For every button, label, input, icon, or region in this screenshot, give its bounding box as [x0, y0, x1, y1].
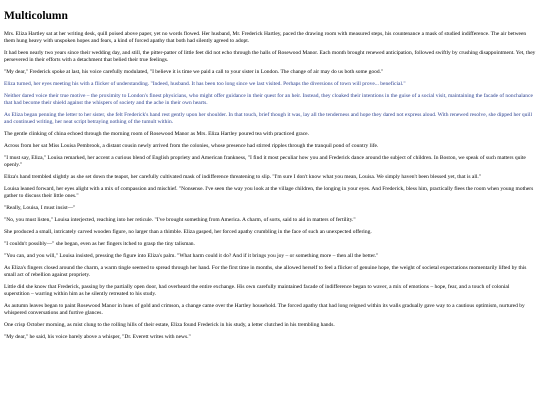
paragraph: Mrs. Eliza Hartley sat at her writing desk, quill poised above paper, yet no words flowed. Her husband, Mr. Frederick Hartley, paced the drawing room with measured steps, his countenance a mask of studied indifference. The air between them hung heavy with unspoken hopes and fears, a kind of forced apathy that both had silently agreed to adopt. [4, 31, 527, 44]
paragraph: The gentle clinking of china echoed through the morning room of Rosewood Manor as Mrs. Eliza Hartley poured tea with practiced grace. [4, 131, 310, 137]
document-body [4, 31, 536, 341]
paragraph: As Eliza began penning the letter to her sister, she felt Frederick's hand rest gently upon her shoulder. In that touch, brief though it was, lay all the tenderness and hope they dared not express aloud. With renewed resolve, she dipped her quill and continued writing, her neat script betraying nothing of the tumult within. [4, 112, 532, 125]
paragraph: She produced a small, intricately carved wooden figure, no larger than a thimble. Eliza gasped, her forced apathy crumbling in the face of such an unexpected offering. [4, 229, 372, 235]
paragraph: As Eliza's fingers closed around the charm, a warm tingle seemed to spread through her hand. For the first time in months, she allowed herself to feel a flicker of genuine hope, the weight of societal expectations momentarily lifted by this small act of rebellion against propriety. [4, 265, 527, 278]
paragraph: Little did she know that Frederick, passing by the partially open door, had overheard the entire exchange. His own carefully maintained facade of indifference began to waver, a mix of emotions – hope, fear, and a touch of colonial superstition – warring within him as he silently retreated to his study. [4, 284, 510, 297]
paragraph: "You can, and you will," Louisa insisted, pressing the figure into Eliza's palm. "What harm could it do? And if it brings you joy – or something more – then all the better." [4, 253, 379, 259]
paragraph: "I must say, Eliza," Louisa remarked, her accent a curious blend of English propriety and American frankness, "I find it most peculiar how you and Frederick dance around the subject of children. In Boston, we speak of such matters quite openly." [4, 155, 526, 168]
paragraph: It had been nearly two years since their wedding day, and still, the pitter-patter of little feet did not echo through the halls of Rosewood Manor. Each month brought renewed anticipation, followed swiftly by crushing disappointment. Yet, they persevered in their efforts with a detachment that belied their true feelings. [4, 50, 536, 63]
paragraph: Neither dared voice their true motive – the proximity to London's finest physicians, who might offer guidance in their quest for an heir. Instead, they cloaked their intentions in the guise of a social visit, maintaining the facade of nonchalance that had become their shield against the whispers of society and the ache in their own hearts. [4, 93, 533, 106]
document-title: Multicolumn [4, 10, 68, 22]
paragraph: "Really, Louisa, I must insist—" [4, 205, 76, 211]
paragraph: Eliza's hand trembled slightly as she set down the teapot, her carefully cultivated mask of indifference threatening to slip. "I'm sure I don't know what you mean, Louisa. We simply haven't been blessed yet, that is all." [4, 174, 482, 180]
paragraph: Louisa leaned forward, her eyes alight with a mix of compassion and mischief. "Nonsense. I've seen the way you look at the village children, the longing in your eyes. And Frederick, bless him, practically flees the room when young mothers gather to discuss their little ones." [4, 186, 534, 199]
paragraph: Across from her sat Miss Louisa Pembrook, a distant cousin newly arrived from the colonies, whose presence had stirred ripples through the tranquil pond of country life. [4, 143, 379, 149]
paragraph: "My dear," Frederick spoke at last, his voice carefully modulated, "I believe it is time we paid a call to your sister in London. The change of air may do us both some good." [4, 69, 384, 75]
paragraph: "My dear," he said, his voice barely above a whisper, "Dr. Everett writes with news." [4, 334, 191, 340]
paragraph: As autumn leaves began to paint Rosewood Manor in hues of gold and crimson, a change came over the Hartley household. The forced apathy that had long reigned within its walls gradually gave way to a cautious optimism, nurtured by whispered conversations and furtive glances. [4, 303, 525, 316]
paragraph: "I couldn't possibly—" she began, even as her fingers itched to grasp the tiny talisman. [4, 241, 195, 247]
paragraph: Eliza turned, her eyes meeting his with a flicker of understanding. "Indeed, husband. It has been too long since we last visited. Perhaps the diversions of town will prove... beneficial." [4, 81, 406, 87]
paragraph: "No, you must listen," Louisa interjected, reaching into her reticule. "I've brought something from America. A charm, of sorts, said to aid in matters of fertility." [4, 217, 356, 223]
paragraph: One crisp October morning, as mist clung to the rolling hills of their estate, Eliza found Frederick in his study, a letter clutched in his trembling hands. [4, 322, 335, 328]
